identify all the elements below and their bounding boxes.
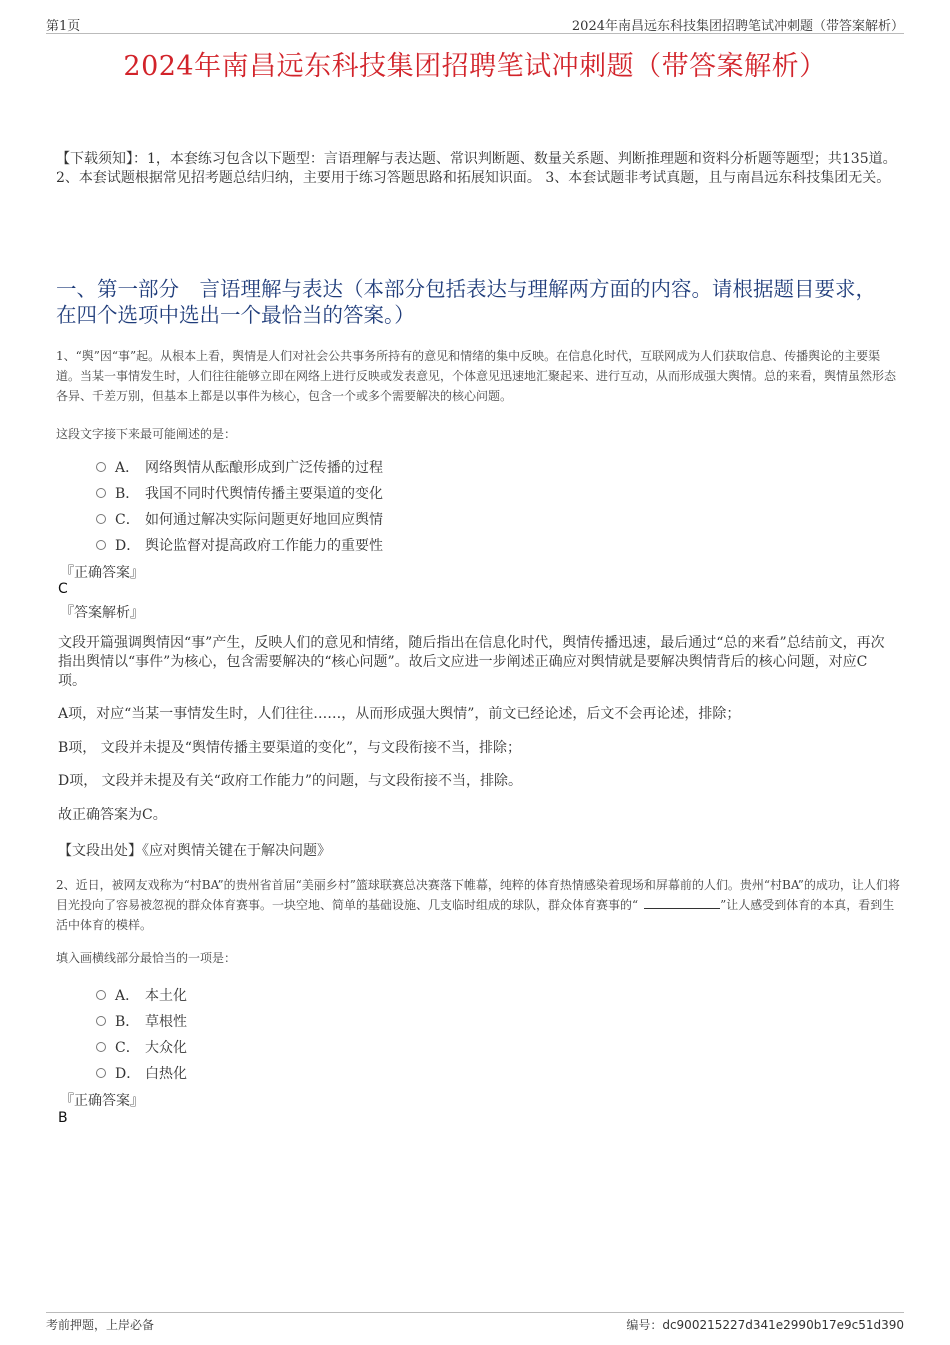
passage-source: 【文段出处】《应对舆情关键在于解决问题》 <box>58 843 331 859</box>
option-letter: B． <box>115 1014 140 1030</box>
option-letter: D． <box>115 538 141 554</box>
radio-icon[interactable] <box>96 1042 106 1052</box>
correct-answer: C <box>58 581 68 597</box>
question-1-option-a[interactable] <box>96 457 383 477</box>
option-text: 我国不同时代舆情传播主要渠道的变化 <box>145 486 383 502</box>
option-text: 草根性 <box>145 1014 187 1030</box>
correct-answer-label: 『正确答案』 <box>60 565 144 581</box>
header-doc-title: 2024年南昌远东科技集团招聘笔试冲刺题（带答案解析） <box>571 19 904 34</box>
footer-divider <box>46 1312 904 1313</box>
fill-blank <box>644 896 720 909</box>
question-2-option-b[interactable] <box>96 1011 187 1031</box>
radio-icon[interactable] <box>96 462 106 472</box>
analysis-paragraph: A项，对应“当某一事情发生时，人们往往……，从而形成强大舆情”，前文已经论述，后文不会再论述，排除； <box>58 706 741 722</box>
question-1-prompt: 这段文字接下来最可能阐述的是： <box>56 427 237 441</box>
analysis-paragraph: B项， 文段并未提及“舆情传播主要渠道的变化”，与文段衔接不当，排除； <box>58 740 522 756</box>
option-letter: A． <box>115 460 140 476</box>
option-text: 大众化 <box>145 1040 187 1056</box>
option-text: 本土化 <box>145 988 187 1004</box>
analysis-paragraph: 文段开篇强调舆情因“事”产生，反映人们的意见和情绪，随后指出在信息化时代，舆情传播迅速，最后通过“总的来看”总结前文，再次指出舆情以“事件”为核心，包含需要解决的“核心问题”。故后文应进一步阐述正确应对舆情就是要解决舆情背后的核心问题，对应C项。 <box>58 635 885 689</box>
page-title: 2024年南昌远东科技集团招聘笔试冲刺题（带答案解析） <box>123 51 827 82</box>
question-2-option-c[interactable] <box>96 1037 187 1057</box>
radio-icon[interactable] <box>96 488 106 498</box>
option-letter: B． <box>115 486 140 502</box>
question-2-option-a[interactable] <box>96 985 187 1005</box>
question-1-option-c[interactable] <box>96 509 383 529</box>
option-letter: D． <box>115 1066 141 1082</box>
question-2-option-d[interactable] <box>96 1063 187 1083</box>
footer-code <box>626 1316 904 1333</box>
footer-slogan: 考前押题，上岸必备 <box>46 1318 155 1332</box>
option-text: 网络舆情从酝酿形成到广泛传播的过程 <box>145 460 383 476</box>
option-text: 如何通过解决实际问题更好地回应舆情 <box>145 512 383 528</box>
download-notice: 【下载须知】：1，本套练习包含以下题型：言语理解与表达题、常识判断题、数量关系题、判断推理题和资料分析题等题型；共135道。 2、本套试题根据常见招考题总结归纳，主要用于练习答题思路和拓展知识面。 3、本套试题非考试真题，且与南昌远东科技集团无关。 <box>56 151 897 186</box>
question-2-stem-before: 2、近日，被网友戏称为“村BA”的贵州省首届“美丽乡村”篮球联赛总决赛落下帷幕，纯粹的体育热情感染着现场和屏幕前的人们。贵州“村BA”的成功，让人们将目光投向了容易被忽视的群众体育赛事。一块空地、简单的基础设施、几支临时组成的球队，群众体育赛事的“ <box>56 878 900 912</box>
option-letter: C． <box>115 512 140 528</box>
analysis-label: 『答案解析』 <box>60 605 144 621</box>
option-text: 白热化 <box>145 1066 187 1082</box>
radio-icon[interactable] <box>96 1016 106 1026</box>
analysis-conclusion: 故正确答案为C。 <box>58 807 167 823</box>
question-2-stem-after: ”让人感受到体育的本真，看到生活中体育的模样。 <box>56 898 895 932</box>
correct-answer: B <box>58 1110 68 1126</box>
question-1-stem: 1、“舆”因“事”起。从根本上看，舆情是人们对社会公共事务所持有的意见和情绪的集中反映。在信息化时代，互联网成为人们获取信息、传播舆论的主要渠道。当某一事情发生时，人们往往能够立即在网络上进行反映或发表意见，个体意见迅速地汇聚起来、进行互动，从而形成强大舆情。总的来看，舆情虽然形态各异、千差万别，但基本上都是以事件为核心，包含一个或多个需要解决的核心问题。 <box>56 349 897 403</box>
footer-code-label: 编号： <box>626 1318 663 1332</box>
option-letter: C． <box>115 1040 140 1056</box>
option-text: 舆论监督对提高政府工作能力的重要性 <box>145 538 383 554</box>
radio-icon[interactable] <box>96 1068 106 1078</box>
page-number: 第1页 <box>46 19 81 34</box>
radio-icon[interactable] <box>96 540 106 550</box>
radio-icon[interactable] <box>96 990 106 1000</box>
option-letter: A． <box>115 988 140 1004</box>
question-2-prompt: 填入画横线部分最恰当的一项是： <box>56 951 237 965</box>
footer-code-value: dc900215227d341e2990b17e9c51d390 <box>662 1318 904 1332</box>
analysis-paragraph: D项， 文段并未提及有关“政府工作能力”的问题，与文段衔接不当，排除。 <box>58 773 522 789</box>
section-heading: 一、第一部分 言语理解与表达（本部分包括表达与理解两方面的内容。请根据题目要求，在四个选项中选出一个最恰当的答案。） <box>56 277 876 327</box>
correct-answer-label: 『正确答案』 <box>60 1093 144 1109</box>
question-1-option-b[interactable] <box>96 483 383 503</box>
header-divider <box>46 33 904 34</box>
question-2-stem <box>56 875 901 935</box>
radio-icon[interactable] <box>96 514 106 524</box>
question-1-option-d[interactable] <box>96 535 383 555</box>
